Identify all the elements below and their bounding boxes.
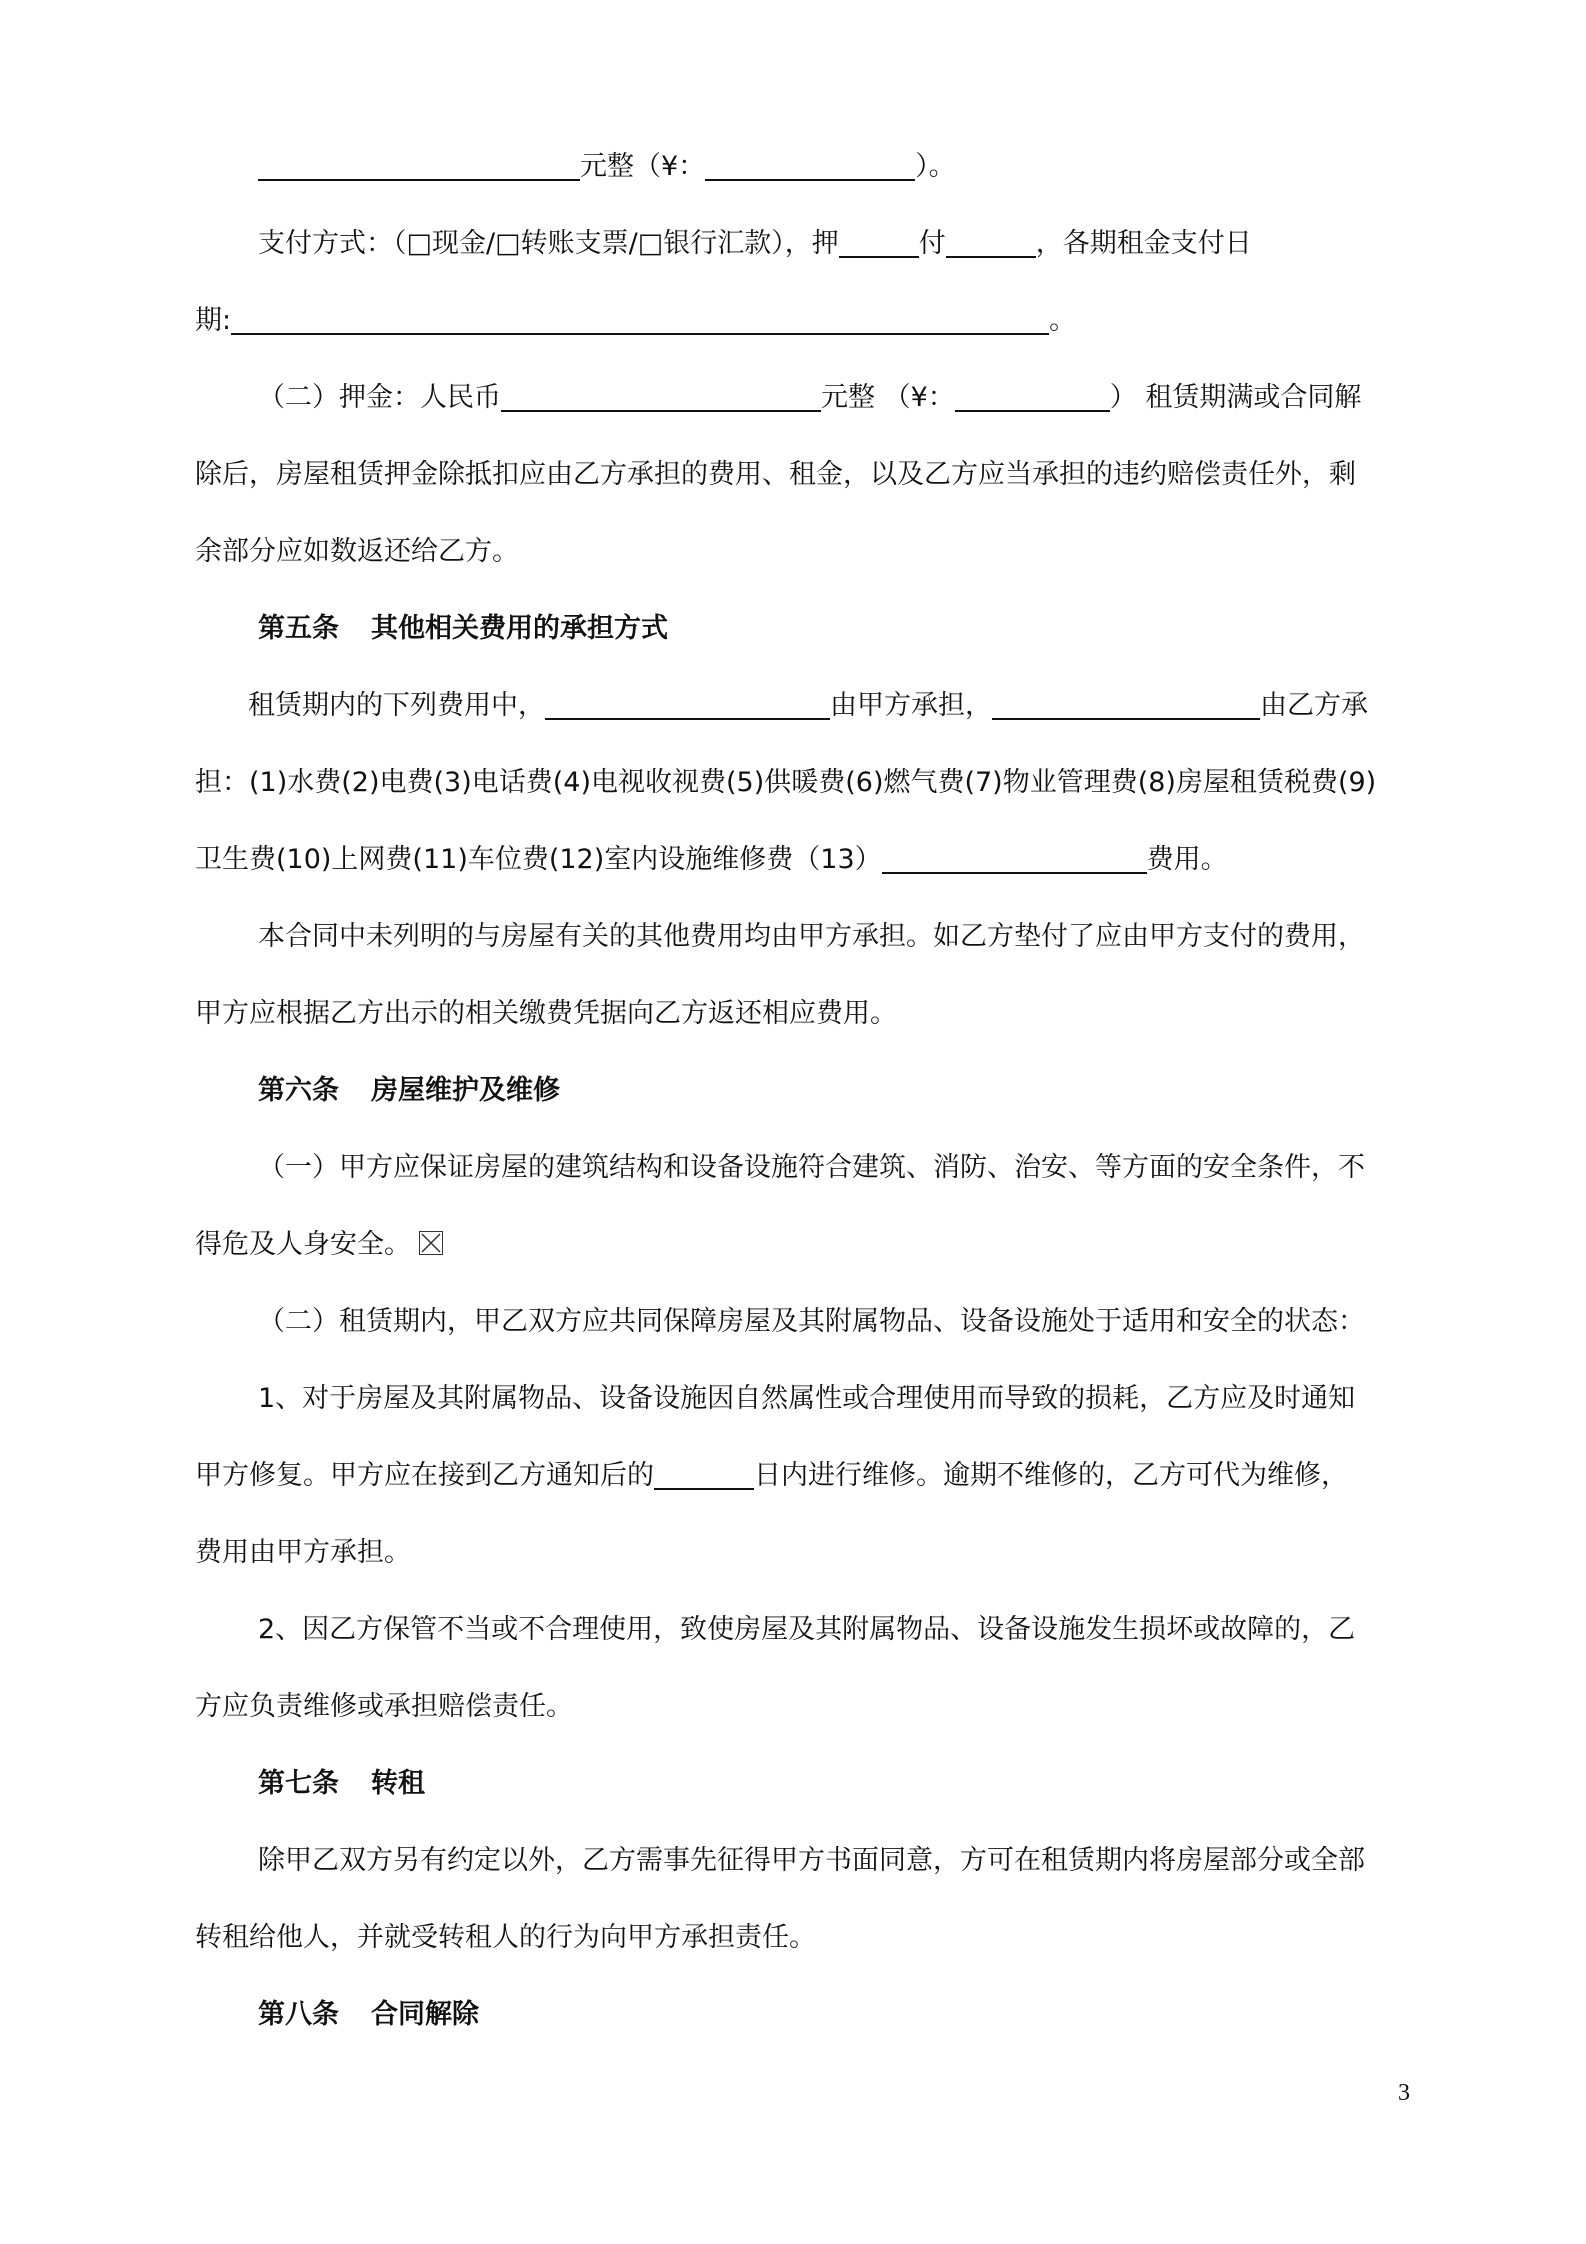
blank-field[interactable] [705,145,915,181]
paragraph-line: 转租给他人，并就受转租人的行为向甲方承担责任。 [195,1922,816,1953]
text: ）。 [915,151,956,182]
deposit-line [258,373,1458,423]
paragraph-line: 本合同中未列明的与房屋有关的其他费用均由甲方承担。如乙方垫付了应由甲方支付的费用， [258,921,1365,952]
text: 租赁期内的下列费用中， [248,690,545,721]
text: 元整 （¥： [821,382,955,413]
page-number: 3 [1398,2080,1410,2106]
article-title: 房屋维护及维修 [371,1075,560,1106]
text: 得危及人身安全。 [195,1229,411,1260]
blank-field[interactable] [882,838,1147,874]
article-heading [258,1066,1458,1116]
blank-field[interactable] [545,684,830,720]
article-title: 合同解除 [371,1999,479,2030]
text: 由乙方承 [1260,690,1368,721]
blank-field[interactable] [258,145,580,181]
blank-field[interactable] [231,299,1049,335]
payment-date-line [195,296,1395,346]
paragraph-line: （二）租赁期内，甲乙双方应共同保障房屋及其附属物品、设备设施处于适用和安全的状态： [258,1306,1365,1337]
blank-field[interactable] [654,1454,754,1490]
article-heading [258,1759,1458,1809]
article-heading [258,604,1458,654]
text: 甲方修复。甲方应在接到乙方通知后的 [195,1460,654,1491]
fees-line [248,681,1448,731]
text: 元整（¥： [580,151,706,182]
article-number: 第七条 [258,1768,339,1799]
paragraph-line: 担：(1)水费(2)电费(3)电话费(4)电视收视费(5)供暖费(6)燃气费(7)物业管理费(8)房屋租赁税费(9) [195,767,1377,798]
text: ） 租赁期满或合同解 [1109,382,1362,413]
text: 支付方式：（□现金/□转账支票/□银行汇款），押 [258,228,839,259]
paragraph-line: 甲方应根据乙方出示的相关缴费凭据向乙方返还相应费用。 [195,998,897,1029]
article-heading [258,1990,1458,2040]
text: 日内进行维修。逾期不维修的，乙方可代为维修， [754,1460,1348,1491]
text: 卫生费(10)上网费(11)车位费(12)室内设施维修费（13） [195,844,882,875]
text: 由甲方承担， [830,690,992,721]
blank-field[interactable] [955,376,1110,412]
blank-field[interactable] [946,222,1036,258]
paragraph-line: 除甲乙双方另有约定以外，乙方需事先征得甲方书面同意，方可在租赁期内将房屋部分或全部 [258,1845,1365,1876]
blank-field[interactable] [992,684,1260,720]
paragraph-line: 1、对于房屋及其附属物品、设备设施因自然属性或合理使用而导致的损耗，乙方应及时通知 [258,1383,1356,1414]
paragraph-line [195,1220,1395,1270]
paragraph-line: 方应负责维修或承担赔偿责任。 [195,1691,573,1722]
text: 付 [918,228,946,259]
repair-days-line [195,1451,1395,1501]
paragraph-line: 余部分应如数返还给乙方。 [195,536,519,567]
article-number: 第六条 [258,1075,339,1106]
paragraph-line: 费用由甲方承担。 [195,1537,411,1568]
article-title: 其他相关费用的承担方式 [371,613,668,644]
payment-method-line [258,219,1458,269]
text: ，各期租金支付日 [1035,228,1252,259]
article-number: 第八条 [258,1999,339,2030]
text: 费用。 [1146,844,1228,875]
paragraph-line: （一）甲方应保证房屋的建筑结构和设备设施符合建筑、消防、治安、等方面的安全条件，不 [258,1152,1365,1183]
amount-line [258,142,1458,192]
paragraph-line: 2、因乙方保管不当或不合理使用，致使房屋及其附属物品、设备设施发生损坏或故障的，乙 [258,1614,1356,1645]
checkbox-icon[interactable] [419,1231,443,1255]
article-number: 第五条 [258,613,339,644]
text: （二）押金：人民币 [258,382,501,413]
article-title: 转租 [371,1768,425,1799]
text: 期: [195,305,232,336]
paragraph-line: 除后，房屋租赁押金除抵扣应由乙方承担的费用、租金，以及乙方应当承担的违约赔偿责任外，剩 [195,459,1356,490]
blank-field[interactable] [501,376,821,412]
text: 。 [1049,305,1077,336]
blank-field[interactable] [839,222,919,258]
fees-line-end [195,835,1395,885]
